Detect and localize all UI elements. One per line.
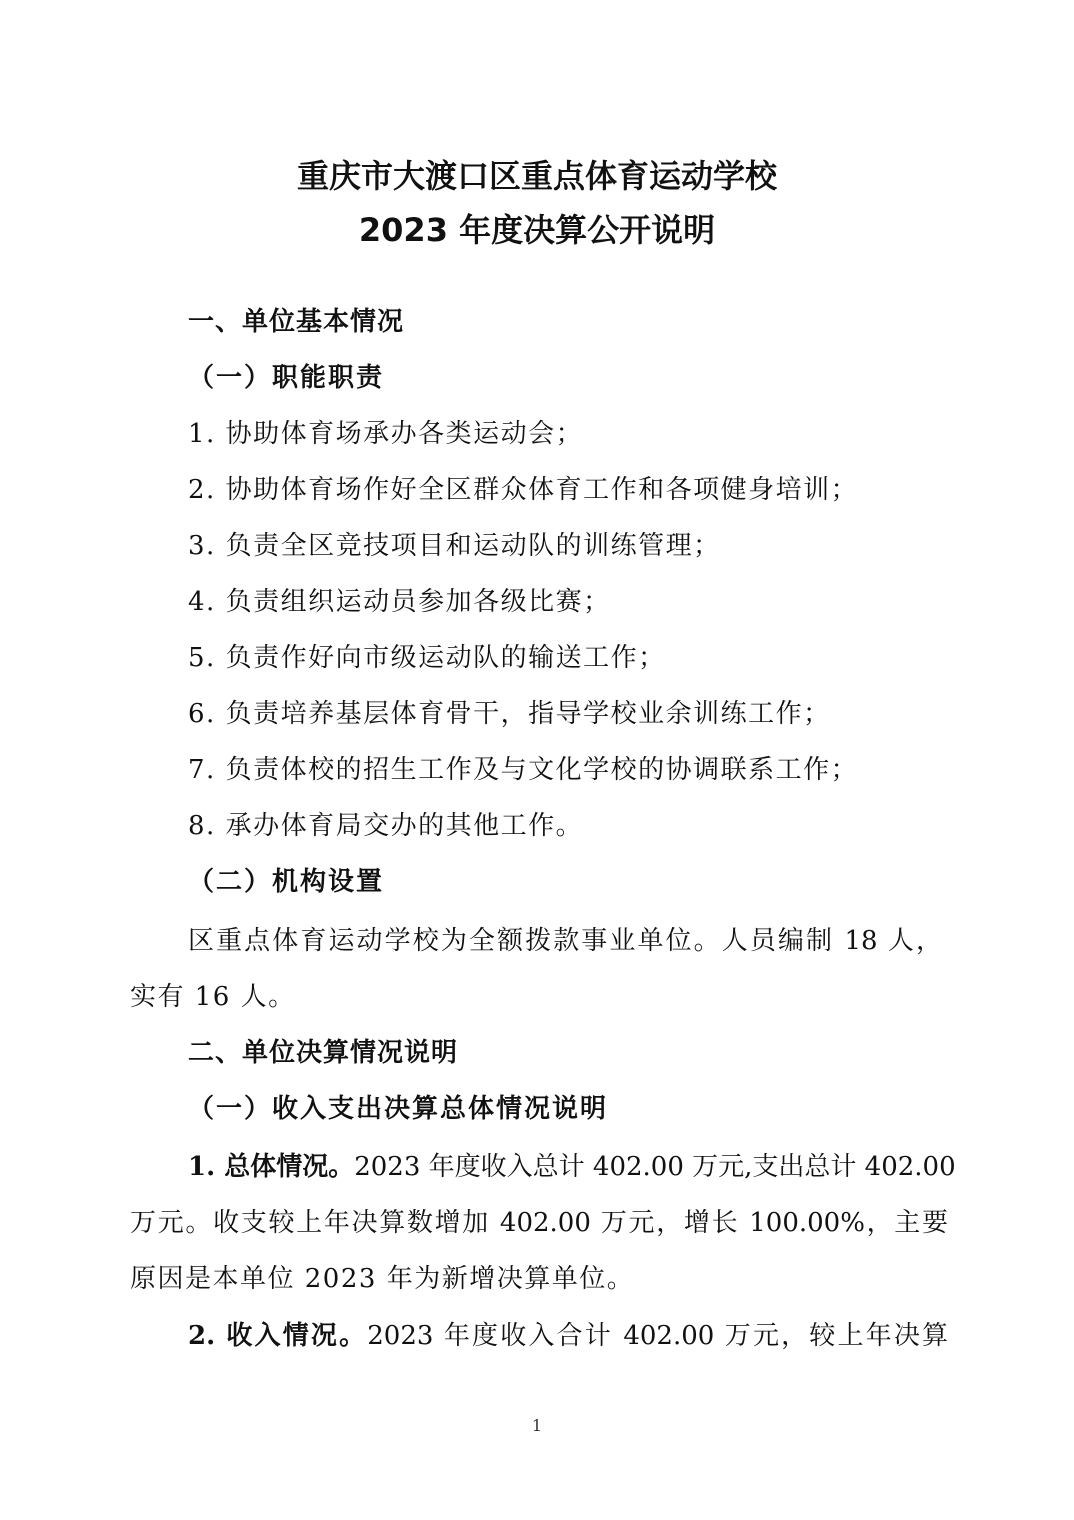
org-paragraph-line-1: 区重点体育运动学校为全额拨款事业单位。人员编制 18 人，	[188, 926, 942, 956]
document-title-line-1: 重庆市大渡口区重点体育运动学校	[296, 157, 777, 195]
duty-item: 3. 负责全区竞技项目和运动队的训练管理；	[188, 531, 721, 561]
section-2-heading: 二、单位决算情况说明	[188, 1038, 459, 1068]
income-line-1-text: 2023 年度收入合计 402.00 万元，较上年决算	[367, 1321, 948, 1351]
duty-item: 8. 承办体育局交办的其他工作。	[188, 811, 584, 841]
section-2-sub-1-heading: （一）收入支出决算总体情况说明	[188, 1094, 609, 1124]
page-number: 1	[531, 1416, 543, 1435]
duty-item: 5. 负责作好向市级运动队的输送工作；	[188, 643, 666, 673]
duty-item: 7. 负责体校的招生工作及与文化学校的协调联系工作；	[188, 755, 859, 785]
duty-item: 4. 负责组织运动员参加各级比赛；	[188, 587, 611, 617]
overall-paragraph-line-1	[188, 1150, 956, 1184]
overall-label: 1. 总体情况。	[188, 1152, 355, 1182]
duty-item: 2. 协助体育场作好全区群众体育工作和各项健身培训；	[188, 475, 859, 505]
overall-paragraph-line-2: 万元。收支较上年决算数增加 402.00 万元，增长 100.00%，主要	[130, 1208, 948, 1238]
section-1-heading: 一、单位基本情况	[188, 307, 405, 337]
document-title-line-2: 2023 年度决算公开说明	[358, 211, 716, 249]
section-1-sub-1-heading: （一）职能职责	[188, 363, 385, 393]
section-1-sub-2-heading: （二）机构设置	[188, 867, 385, 897]
duty-item: 6. 负责培养基层体育骨干，指导学校业余训练工作；	[188, 699, 831, 729]
org-paragraph-line-2: 实有 16 人。	[130, 982, 296, 1012]
duty-item: 1. 协助体育场承办各类运动会；	[188, 419, 584, 449]
overall-paragraph-line-3: 原因是本单位 2023 年为新增决算单位。	[130, 1264, 635, 1294]
overall-line-1-text: 2023 年度收入总计 402.00 万元,支出总计 402.00	[354, 1152, 956, 1182]
income-paragraph-line-1	[188, 1319, 948, 1353]
income-label: 2. 收入情况。	[188, 1321, 368, 1351]
